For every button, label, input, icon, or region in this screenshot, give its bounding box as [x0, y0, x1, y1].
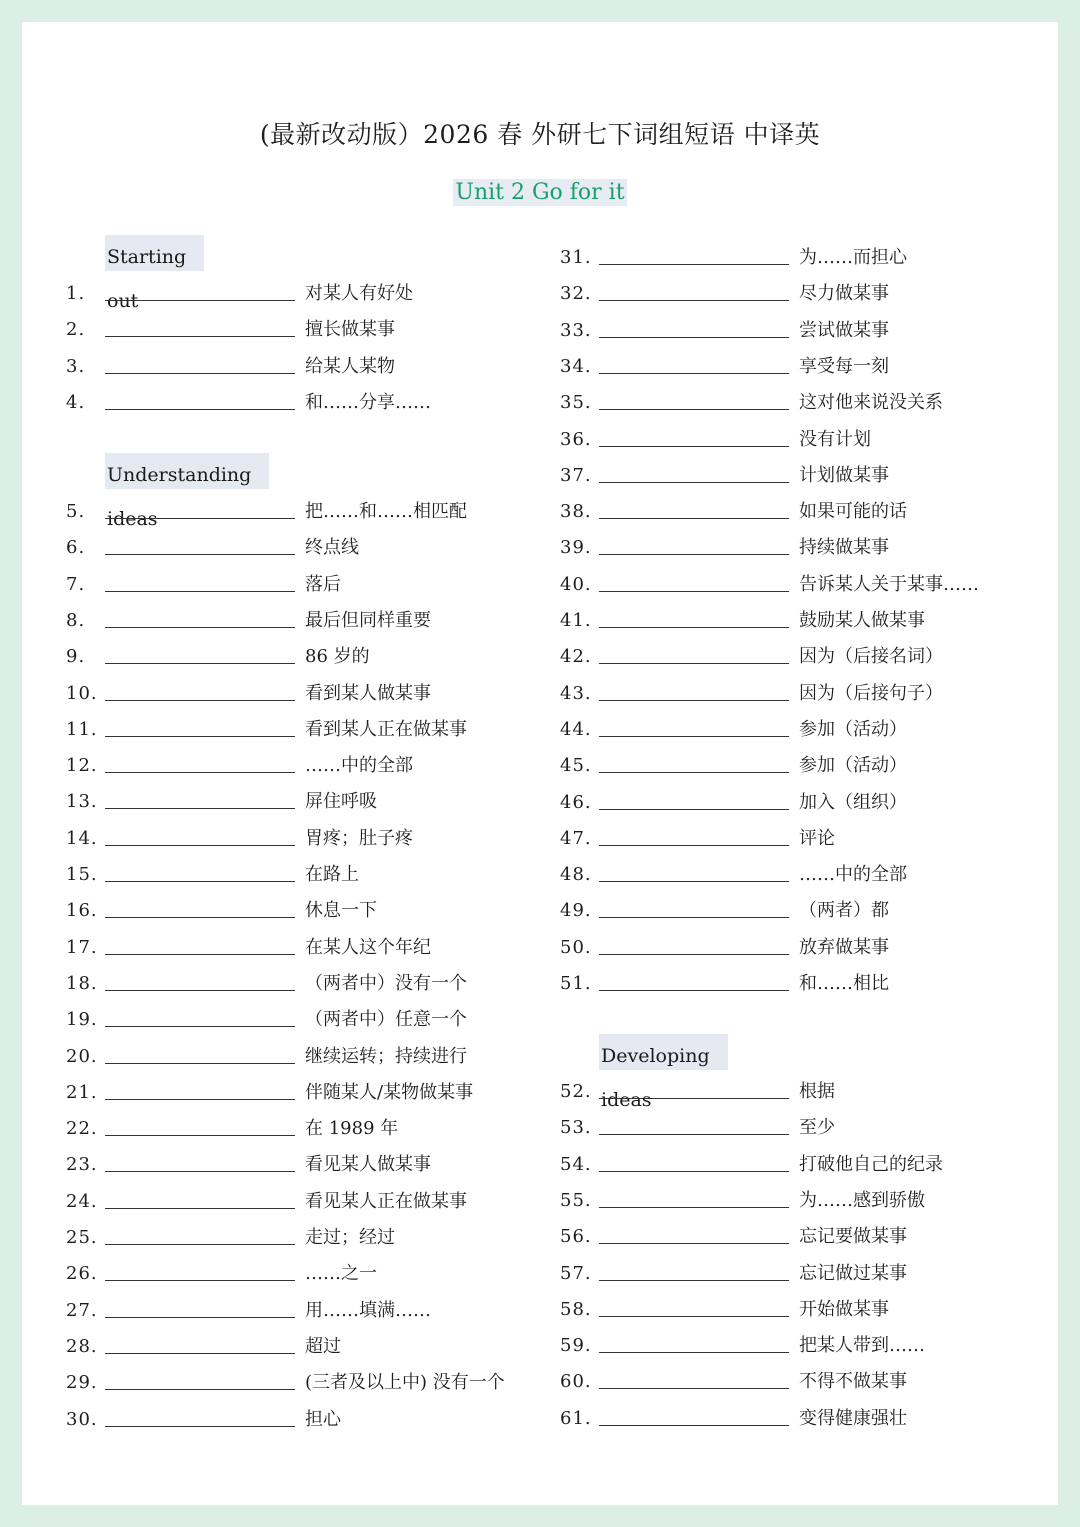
exercise-item	[558, 533, 1018, 563]
chinese-phrase: 看到某人正在做某事	[305, 718, 467, 740]
answer-blank-line[interactable]	[105, 409, 295, 410]
item-number: 55.	[560, 1189, 592, 1211]
exercise-item	[558, 388, 1018, 418]
answer-blank-line[interactable]	[599, 990, 789, 991]
answer-blank-line[interactable]	[105, 336, 295, 337]
item-number: 49.	[560, 900, 592, 922]
exercise-item	[558, 896, 1018, 926]
item-number: 24.	[66, 1190, 98, 1212]
chinese-phrase: 继续运转；持续进行	[305, 1045, 467, 1067]
answer-blank-line[interactable]	[105, 700, 295, 701]
answer-blank-line[interactable]	[599, 736, 789, 737]
item-number: 51.	[560, 973, 592, 994]
answer-blank-line[interactable]	[599, 591, 789, 592]
exercise-item	[558, 1295, 1018, 1325]
chinese-phrase: 忘记做过某事	[799, 1262, 907, 1284]
item-number: 41.	[560, 610, 592, 631]
item-number: 29.	[66, 1372, 98, 1394]
item-number: 18.	[66, 972, 98, 994]
item-number: 58.	[560, 1298, 592, 1320]
exercise-item	[64, 1259, 524, 1289]
item-number: 16.	[66, 900, 98, 922]
chinese-phrase: 给某人某物	[305, 355, 395, 377]
exercise-item	[558, 1150, 1018, 1180]
item-number: 43.	[560, 682, 592, 704]
answer-blank-line[interactable]	[599, 1098, 789, 1099]
chinese-phrase: 如果可能的话	[799, 501, 907, 523]
item-number: 23.	[66, 1154, 98, 1176]
answer-blank-line[interactable]	[105, 1099, 295, 1100]
exercise-item	[64, 1368, 524, 1398]
exercise-item	[64, 933, 524, 963]
item-number: 59.	[560, 1335, 592, 1357]
chinese-phrase: 持续做某事	[799, 537, 889, 559]
item-number: 47.	[560, 827, 592, 849]
chinese-phrase: 放弃做某事	[799, 936, 889, 958]
item-number: 7.	[66, 573, 86, 595]
exercise-item	[64, 1114, 524, 1144]
chinese-phrase: 尽力做某事	[799, 283, 889, 305]
exercise-item	[558, 824, 1018, 854]
exercise-item	[558, 497, 1018, 527]
item-number: 33.	[560, 319, 592, 341]
exercise-item	[64, 279, 524, 309]
exercise-item	[558, 243, 1018, 273]
item-number: 8.	[66, 609, 86, 631]
answer-blank-line[interactable]	[599, 1388, 789, 1389]
item-number: 19.	[66, 1009, 98, 1031]
item-number: 13.	[66, 791, 98, 813]
item-number: 44.	[560, 718, 592, 740]
exercise-item	[64, 751, 524, 781]
item-number: 12.	[66, 755, 98, 777]
exercise-item	[64, 1405, 524, 1435]
exercise-item	[64, 787, 524, 817]
answer-blank-line[interactable]	[105, 736, 295, 737]
exercise-item	[558, 316, 1018, 346]
exercise-item	[558, 1077, 1018, 1107]
item-number: 34.	[560, 355, 592, 377]
chinese-phrase: 对某人有好处	[305, 283, 413, 304]
chinese-phrase: 超过	[305, 1335, 341, 1357]
answer-blank-line[interactable]	[105, 772, 295, 773]
item-number: 4.	[66, 391, 86, 413]
exercise-item	[558, 715, 1018, 745]
chinese-phrase: 变得健康强壮	[799, 1407, 907, 1429]
chinese-phrase: 为……而担心	[799, 247, 907, 268]
item-number: 14.	[66, 827, 98, 849]
chinese-phrase: 开始做某事	[799, 1298, 889, 1320]
chinese-phrase: 告诉某人关于某事……	[799, 573, 979, 595]
chinese-phrase: 打破他自己的纪录	[799, 1153, 943, 1175]
chinese-phrase: 胃疼；肚子疼	[305, 827, 413, 849]
chinese-phrase: 86 岁的	[305, 646, 370, 668]
unit-title-text: Unit 2 Go for it	[455, 180, 625, 205]
exercise-item	[64, 315, 524, 345]
answer-blank-line[interactable]	[599, 954, 789, 955]
item-number: 1.	[66, 283, 86, 304]
chinese-phrase: ……之一	[305, 1263, 377, 1285]
exercise-item	[558, 679, 1018, 709]
answer-blank-line[interactable]	[105, 1280, 295, 1281]
chinese-phrase: （两者）都	[799, 900, 889, 922]
chinese-phrase: 为……感到骄傲	[799, 1189, 925, 1211]
exercise-item	[64, 352, 524, 382]
item-number: 50.	[560, 936, 592, 958]
exercise-item	[64, 1150, 524, 1180]
exercise-item	[64, 606, 524, 636]
answer-blank-line[interactable]	[105, 845, 295, 846]
answer-blank-line[interactable]	[599, 700, 789, 701]
section-heading-starting-out: Starting out	[105, 235, 204, 271]
item-number: 48.	[560, 864, 592, 886]
answer-blank-line[interactable]	[105, 1389, 295, 1390]
exercise-item	[64, 896, 524, 926]
chinese-phrase: 和……分享……	[305, 391, 431, 413]
item-number: 20.	[66, 1045, 98, 1067]
answer-blank-line[interactable]	[105, 591, 295, 592]
chinese-phrase: （两者中）任意一个	[305, 1009, 467, 1031]
chinese-phrase: 用……填满……	[305, 1299, 431, 1321]
exercise-item	[64, 1187, 524, 1217]
page-title: (最新改动版）2026 春 外研七下词组短语 中译英	[259, 120, 821, 149]
answer-blank-line[interactable]	[599, 917, 789, 918]
exercise-item	[64, 1042, 524, 1072]
item-number: 56.	[560, 1226, 592, 1248]
answer-blank-line[interactable]	[105, 1317, 295, 1318]
exercise-item	[558, 1222, 1018, 1252]
exercise-item	[64, 1005, 524, 1035]
chinese-phrase: ……中的全部	[305, 755, 413, 777]
item-number: 53.	[560, 1117, 592, 1139]
chinese-phrase: 把某人带到……	[799, 1335, 925, 1357]
exercise-item	[558, 1186, 1018, 1216]
exercise-item	[64, 679, 524, 709]
answer-blank-line[interactable]	[105, 518, 295, 519]
chinese-phrase: 忘记要做某事	[799, 1226, 907, 1248]
answer-blank-line[interactable]	[105, 627, 295, 628]
chinese-phrase: 在 1989 年	[305, 1118, 399, 1140]
answer-blank-line[interactable]	[105, 1244, 295, 1245]
exercise-item	[558, 279, 1018, 309]
chinese-phrase: 这对他来说没关系	[799, 392, 943, 414]
chinese-phrase: 看见某人正在做某事	[305, 1190, 467, 1212]
chinese-phrase: ……中的全部	[799, 864, 907, 886]
answer-blank-line[interactable]	[105, 1353, 295, 1354]
item-number: 57.	[560, 1262, 592, 1284]
chinese-phrase: 参加（活动）	[799, 755, 907, 777]
exercise-item	[558, 1367, 1018, 1397]
item-number: 6.	[66, 537, 86, 559]
exercise-item	[558, 860, 1018, 890]
answer-blank-line[interactable]	[599, 554, 789, 555]
item-number: 11.	[66, 718, 98, 740]
item-number: 40.	[560, 573, 592, 595]
chinese-phrase: 擅长做某事	[305, 319, 395, 341]
answer-blank-line[interactable]	[599, 1425, 789, 1426]
chinese-phrase: 担心	[305, 1408, 341, 1430]
answer-blank-line[interactable]	[599, 627, 789, 628]
section-heading-developing-ideas: Developing ideas	[599, 1034, 728, 1070]
answer-blank-line[interactable]	[105, 990, 295, 991]
item-number: 17.	[66, 936, 98, 958]
exercise-item	[558, 570, 1018, 600]
item-number: 37.	[560, 464, 592, 486]
exercise-item	[64, 1223, 524, 1253]
exercise-item	[64, 824, 524, 854]
answer-blank-line[interactable]	[599, 1207, 789, 1208]
chinese-phrase: 终点线	[305, 537, 359, 559]
chinese-phrase: 参加（活动）	[799, 718, 907, 740]
exercise-item	[558, 606, 1018, 636]
answer-blank-line[interactable]	[105, 1063, 295, 1064]
exercise-item	[558, 788, 1018, 818]
chinese-phrase: 至少	[799, 1117, 835, 1139]
section-heading-understanding-ideas: Understanding ideas	[105, 453, 269, 489]
unit-title	[0, 179, 1080, 206]
chinese-phrase: 鼓励某人做某事	[799, 610, 925, 631]
chinese-phrase: 把……和……相匹配	[305, 501, 467, 522]
answer-blank-line[interactable]	[599, 300, 789, 301]
item-number: 46.	[560, 791, 592, 813]
answer-blank-line[interactable]	[599, 446, 789, 447]
answer-blank-line[interactable]	[599, 1352, 789, 1353]
chinese-phrase: 计划做某事	[799, 464, 889, 486]
item-number: 22.	[66, 1118, 98, 1140]
chinese-phrase: 休息一下	[305, 900, 377, 922]
exercise-item	[558, 1331, 1018, 1361]
chinese-phrase: 走过；经过	[305, 1227, 395, 1248]
answer-blank-line[interactable]	[105, 300, 295, 301]
item-number: 35.	[560, 392, 592, 414]
chinese-phrase: 伴随某人/某物做某事	[305, 1081, 474, 1103]
item-number: 60.	[560, 1371, 592, 1393]
exercise-item	[558, 461, 1018, 491]
exercise-item	[64, 533, 524, 563]
exercise-item	[64, 1296, 524, 1326]
item-number: 9.	[66, 646, 86, 668]
exercise-item	[64, 497, 524, 527]
answer-blank-line[interactable]	[599, 409, 789, 410]
chinese-phrase: 加入（组织）	[799, 791, 907, 813]
answer-blank-line[interactable]	[105, 1171, 295, 1172]
item-number: 25.	[66, 1227, 98, 1248]
chinese-phrase: 享受每一刻	[799, 355, 889, 377]
answer-blank-line[interactable]	[599, 881, 789, 882]
item-number: 61.	[560, 1407, 592, 1429]
item-number: 21.	[66, 1081, 98, 1103]
exercise-item	[64, 969, 524, 999]
item-number: 32.	[560, 283, 592, 305]
answer-blank-line[interactable]	[599, 1280, 789, 1281]
chinese-phrase: （两者中）没有一个	[305, 972, 467, 994]
answer-blank-line[interactable]	[599, 518, 789, 519]
answer-blank-line[interactable]	[599, 264, 789, 265]
answer-blank-line[interactable]	[599, 845, 789, 846]
item-number: 28.	[66, 1335, 98, 1357]
answer-blank-line[interactable]	[105, 373, 295, 374]
item-number: 27.	[66, 1299, 98, 1321]
answer-blank-line[interactable]	[599, 1171, 789, 1172]
chinese-phrase: 和……相比	[799, 973, 889, 994]
answer-blank-line[interactable]	[599, 1243, 789, 1244]
answer-blank-line[interactable]	[599, 772, 789, 773]
answer-blank-line[interactable]	[105, 881, 295, 882]
chinese-phrase: 在某人这个年纪	[305, 936, 431, 958]
answer-blank-line[interactable]	[105, 1026, 295, 1027]
chinese-phrase: 落后	[305, 573, 341, 595]
chinese-phrase: 看见某人做某事	[305, 1154, 431, 1176]
exercise-item	[558, 969, 1018, 999]
item-number: 38.	[560, 501, 592, 523]
item-number: 26.	[66, 1263, 98, 1285]
answer-blank-line[interactable]	[105, 554, 295, 555]
chinese-phrase: 因为（后接名词）	[799, 646, 943, 668]
chinese-phrase: 因为（后接句子）	[799, 682, 943, 704]
answer-blank-line[interactable]	[105, 1208, 295, 1209]
chinese-phrase: 根据	[799, 1081, 835, 1102]
exercise-item	[64, 715, 524, 745]
exercise-item	[64, 642, 524, 672]
answer-blank-line[interactable]	[105, 1426, 295, 1427]
exercise-item	[64, 570, 524, 600]
chinese-phrase: 评论	[799, 827, 835, 849]
answer-blank-line[interactable]	[599, 663, 789, 664]
exercise-item	[558, 642, 1018, 672]
item-number: 45.	[560, 755, 592, 777]
answer-blank-line[interactable]	[105, 1135, 295, 1136]
answer-blank-line[interactable]	[105, 954, 295, 955]
chinese-phrase: 不得不做某事	[799, 1371, 907, 1393]
answer-blank-line[interactable]	[599, 373, 789, 374]
item-number: 42.	[560, 646, 592, 668]
item-number: 31.	[560, 247, 592, 268]
item-number: 2.	[66, 319, 86, 341]
answer-blank-line[interactable]	[105, 917, 295, 918]
chinese-phrase: 尝试做某事	[799, 319, 889, 341]
answer-blank-line[interactable]	[105, 808, 295, 809]
item-number: 5.	[66, 501, 86, 522]
chinese-phrase: 在路上	[305, 864, 359, 885]
exercise-item	[558, 425, 1018, 455]
answer-blank-line[interactable]	[599, 809, 789, 810]
item-number: 54.	[560, 1153, 592, 1175]
answer-blank-line[interactable]	[599, 1316, 789, 1317]
chinese-phrase: 看到某人做某事	[305, 682, 431, 704]
exercise-item	[64, 1078, 524, 1108]
item-number: 52.	[560, 1081, 592, 1102]
exercise-item	[64, 860, 524, 890]
chinese-phrase: 没有计划	[799, 428, 871, 450]
item-number: 36.	[560, 428, 592, 450]
item-number: 3.	[66, 355, 86, 377]
item-number: 39.	[560, 537, 592, 559]
exercise-item	[558, 751, 1018, 781]
item-number: 30.	[66, 1408, 98, 1430]
item-number: 10.	[66, 682, 98, 704]
chinese-phrase: 最后但同样重要	[305, 609, 431, 631]
answer-blank-line[interactable]	[599, 337, 789, 338]
exercise-item	[558, 1404, 1018, 1434]
chinese-phrase: 屏住呼吸	[305, 791, 377, 813]
answer-blank-line[interactable]	[105, 663, 295, 664]
exercise-item	[64, 1332, 524, 1362]
chinese-phrase: (三者及以上中) 没有一个	[305, 1372, 505, 1394]
exercise-item	[64, 388, 524, 418]
item-number: 15.	[66, 864, 98, 885]
exercise-item	[558, 1259, 1018, 1289]
answer-blank-line[interactable]	[599, 482, 789, 483]
answer-blank-line[interactable]	[599, 1134, 789, 1135]
exercise-item	[558, 933, 1018, 963]
exercise-item	[558, 352, 1018, 382]
exercise-item	[558, 1113, 1018, 1143]
